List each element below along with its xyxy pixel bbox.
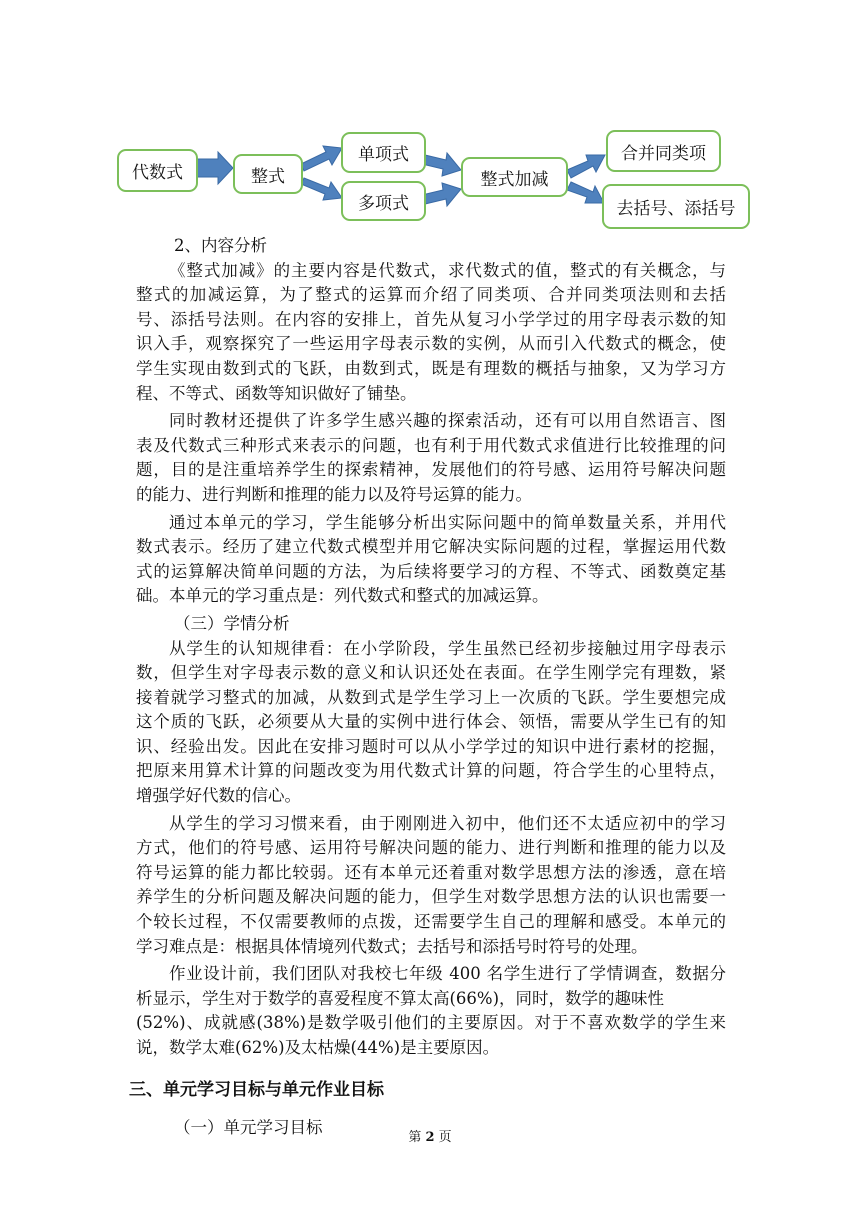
node-duoxiangshi: 多项式: [341, 181, 426, 221]
paragraph: [136, 812, 726, 960]
text-line: 说，数学太难(62%)及太枯燥(44%)是主要原因。: [136, 1038, 500, 1057]
document-body: [129, 234, 726, 1141]
page-label-suffix: 页: [438, 1130, 452, 1145]
section-heading: 2、内容分析: [174, 236, 267, 255]
node-danxiangshi: 单项式: [341, 132, 426, 173]
text-line: 作业设计前，我们团队对我校七年级 400 名学生进行了学情调查，数据分: [169, 964, 726, 984]
text-line: 题，目的是注重培养学生的探索精神，发展他们的符号感、运用符号解决问题: [136, 460, 726, 480]
node-daishushi: 代数式: [117, 149, 198, 192]
text-line: 从学生的学习习惯来看，由于刚刚进入初中，他们还不太适应初中的学习: [169, 813, 726, 833]
arrow-down-right-icon: [422, 153, 461, 176]
text-line: 接着就学习整式的加减，从数到式是学生学习上一次质的飞跃。学生要想完成: [136, 687, 726, 707]
paragraph: [136, 511, 726, 609]
text-line: 表及代数式三种形式来表示的问题，也有利于用代数式求值进行比较推理的问: [136, 435, 726, 455]
paragraph: [136, 637, 726, 809]
text-line: 析显示，学生对于数学的喜爱程度不算太高(66%)，同时，数学的趣味性: [136, 988, 665, 1008]
text-line: 础。本单元的学习重点是：列代数式和整式的加减运算。: [136, 586, 549, 606]
node-hebing-tongleixiang: 合并同类项: [606, 130, 721, 172]
text-line: 识、经验出发。因此在安排习题时可以从小学学过的知识中进行素材的挖掘，: [136, 736, 726, 756]
page-footer: [0, 1126, 860, 1145]
text-line: 整式的加减运算，为了整式的运算而介绍了同类项、合并同类项法则和去括: [136, 285, 726, 305]
text-line: 识入手，观察探究了一些运用字母表示数的实例，从而引入代数式的概念，使: [136, 334, 726, 354]
text-line: 《整式加减》的主要内容是代数式，求代数式的值，整式的有关概念，与: [169, 260, 726, 280]
text-line: 这个质的飞跃，必须要从大量的实例中进行体会、领悟，需要从学生已有的知: [136, 712, 726, 732]
text-line: 数式表示。经历了建立代数式模型并用它解决实际问题的过程，掌握运用代数: [136, 537, 726, 557]
text-line: 通过本单元的学习，学生能够分析出实际问题中的简单数量关系，并用代: [169, 512, 726, 532]
text-line: 同时教材还提供了许多学生感兴趣的探索活动，还有可以用自然语言、图: [169, 411, 726, 431]
paragraph: [136, 409, 726, 507]
paragraph: [136, 962, 726, 1060]
text-line: 的能力、进行判断和推理的能力以及符号运算的能力。: [136, 484, 532, 504]
arrow-down-right-icon: [301, 178, 342, 200]
text-line: 方式，他们的符号感、运用符号解决问题的能力、进行判断和推理的能力以及: [136, 838, 726, 858]
page-number: 2: [425, 1130, 435, 1145]
node-zhengshi-jiajian: 整式加减: [461, 157, 568, 197]
text-line: 个较长过程，不仅需要教师的点拨，还需要学生自己的理解和感受。本单元的: [136, 912, 726, 932]
concept-flow-diagram: [0, 0, 860, 235]
section-heading: （三）学情分析: [174, 613, 290, 633]
text-line: 数，但学生对字母表示数的意义和认识还处在表面。在学生刚学完有理数，紧: [136, 663, 726, 683]
arrow-up-right-icon: [422, 183, 461, 206]
text-line: 从学生的认知规律看：在小学阶段，学生虽然已经初步接触过用字母表示: [169, 638, 726, 658]
text-line: (52%)、成就感(38%)是数学吸引他们的主要原因。对于不喜欢数学的学生来: [136, 1013, 726, 1033]
page-label-prefix: 第: [408, 1130, 422, 1145]
node-zhengshi: 整式: [233, 154, 303, 194]
arrow-right-icon: [197, 152, 233, 184]
text-line: 符号运算的能力都比较弱。还有本单元还着重对数学思想方法的渗透，意在培: [136, 862, 726, 882]
subsection-title: （一）单元学习目标: [174, 1117, 323, 1137]
arrow-down-right-icon: [567, 182, 604, 203]
section-title: 三、单元学习目标与单元作业目标: [129, 1079, 384, 1100]
paragraph: [136, 259, 726, 407]
text-line: 学习难点是：根据具体情境列代数式；去括号和添括号时符号的处理。: [136, 936, 648, 956]
text-line: 增强学好代数的信心。: [136, 786, 301, 806]
node-quguohao-tianguohao: 去括号、添括号: [602, 184, 750, 229]
text-line: 式的运算解决简单问题的方法，为后续将要学习的方程、不等式、函数奠定基: [136, 561, 726, 581]
arrow-up-right-icon: [567, 155, 605, 178]
text-line: 把原来用算术计算的问题改变为用代数式计算的问题，符合学生的心里特点，: [136, 761, 726, 781]
text-line: 养学生的分析问题及解决问题的能力，但学生对数学思想方法的认识也需要一: [136, 887, 726, 907]
arrow-up-right-icon: [301, 146, 342, 171]
text-line: 号、添括号法则。在内容的安排上，首先从复习小学学过的用字母表示数的知: [136, 309, 726, 329]
text-line: 程、不等式、函数等知识做好了铺垫。: [136, 383, 417, 403]
text-line: 学生实现由数到式的飞跃，由数到式，既是有理数的概括与抽象，又为学习方: [136, 358, 726, 378]
